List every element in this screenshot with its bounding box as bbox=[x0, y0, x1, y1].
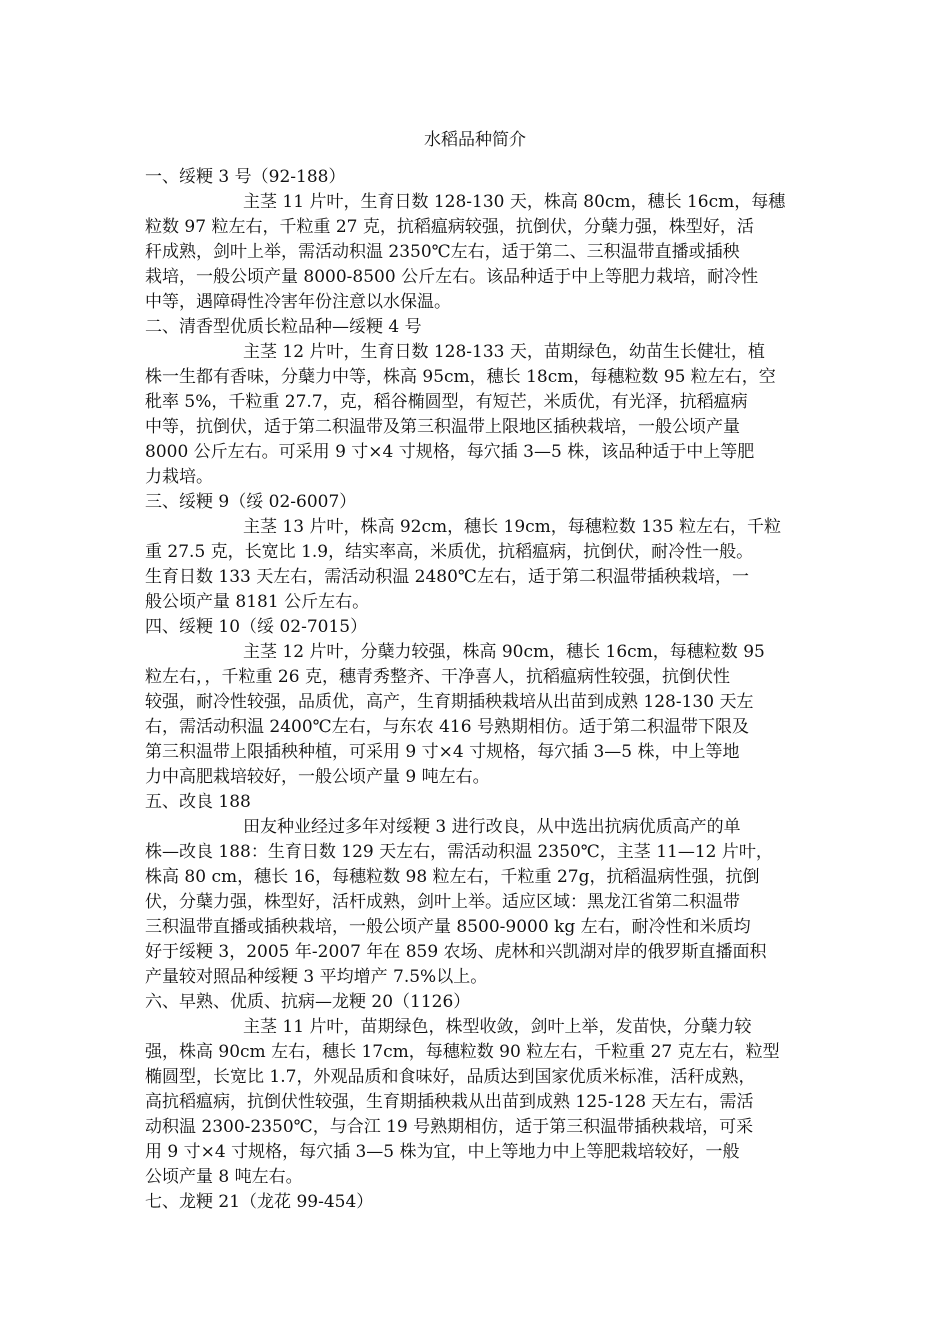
paragraph-line: 株一生都有香味，分蘖力中等，株高 95cm，穗长 18cm，每穗粒数 95 粒左右，空 bbox=[145, 367, 776, 387]
section-heading: 五、改良 188 bbox=[145, 792, 251, 812]
paragraph-line: 粒左右，，千粒重 26 克，穗青秀整齐、干净喜人，抗稻瘟病性较强，抗倒伏性 bbox=[145, 667, 730, 687]
paragraph-line: 用 9 寸×4 寸规格，每穴插 3—5 株为宜，中上等地力中上等肥栽培较好，一般 bbox=[145, 1142, 740, 1162]
paragraph-line: 右，需活动积温 2400℃左右，与东农 416 号熟期相仿。适于第二积温带下限及 bbox=[145, 717, 749, 737]
paragraph-line: 生育日数 133 天左右，需活动积温 2480℃左右，适于第二积温带插秧栽培，一 bbox=[145, 567, 749, 587]
paragraph-line: 主茎 11 片叶，生育日数 128-130 天，株高 80cm，穗长 16cm，每穗 bbox=[243, 192, 786, 212]
paragraph-line: 较强，耐冷性较强，品质优，高产，生育期插秧栽培从出苗到成熟 128-130 天左 bbox=[145, 692, 754, 712]
paragraph-line: 高抗稻瘟病，抗倒伏性较强，生育期插秧栽从出苗到成熟 125-128 天左右，需活 bbox=[145, 1092, 754, 1112]
paragraph-line: 力栽培。 bbox=[145, 467, 213, 487]
paragraph-line: 主茎 13 片叶，株高 92cm，穗长 19cm，每穗粒数 135 粒左右，千粒 bbox=[243, 517, 782, 537]
paragraph-line: 伏，分蘖力强，株型好，活杆成熟，剑叶上举。适应区域：黑龙江省第二积温带 bbox=[145, 892, 740, 912]
section-heading: 六、早熟、优质、抗病—龙粳 20（1126） bbox=[145, 992, 471, 1012]
paragraph-line: 粒数 97 粒左右，千粒重 27 克，抗稻瘟病较强，抗倒伏，分蘖力强，株型好，活 bbox=[145, 217, 754, 237]
paragraph-line: 秕率 5%，千粒重 27.7，克，稻谷椭圆型，有短芒，米质优，有光泽，抗稻瘟病 bbox=[145, 392, 748, 412]
paragraph-line: 株高 80 cm，穗长 16，每穗粒数 98 粒左右，千粒重 27g，抗稻温病性强，抗倒 bbox=[145, 867, 760, 887]
section-heading: 三、绥粳 9（绥 02-6007） bbox=[145, 492, 357, 512]
paragraph-line: 强，株高 90cm 左右，穗长 17cm，每穗粒数 90 粒左右，千粒重 27 克左右，粒型 bbox=[145, 1042, 780, 1062]
paragraph-line: 株—改良 188：生育日数 129 天左右，需活动积温 2350℃，主茎 11—12 片叶， bbox=[145, 842, 773, 862]
paragraph-line: 重 27.5 克，长宽比 1.9，结实率高，米质优，抗稻瘟病，抗倒伏，耐冷性一般。 bbox=[145, 542, 754, 562]
paragraph-line: 田友种业经过多年对绥粳 3 进行改良，从中选出抗病优质高产的单 bbox=[243, 817, 741, 837]
paragraph-line: 中等，抗倒伏，适于第二积温带及第三积温带上限地区插秧栽培，一般公顷产量 bbox=[145, 417, 740, 437]
paragraph-line: 动积温 2300-2350℃，与合江 19 号熟期相仿，适于第三积温带插秧栽培，可采 bbox=[145, 1117, 754, 1137]
section-heading: 四、绥粳 10（绥 02-7015） bbox=[145, 617, 368, 637]
paragraph-line: 主茎 12 片叶，生育日数 128-133 天，苗期绿色，幼苗生长健壮，植 bbox=[243, 342, 765, 362]
paragraph-line: 主茎 12 片叶，分蘖力较强，株高 90cm，穗长 16cm，每穗粒数 95 bbox=[243, 642, 765, 662]
paragraph-line: 秆成熟，剑叶上举，需活动积温 2350℃左右，适于第二、三积温带直播或插秧 bbox=[145, 242, 740, 262]
section-heading: 一、绥粳 3 号（92-188） bbox=[145, 167, 346, 187]
paragraph-line: 力中高肥栽培较好，一般公顷产量 9 吨左右。 bbox=[145, 767, 490, 787]
paragraph-line: 椭圆型，长宽比 1.7，外观品质和食味好，品质达到国家优质米标准，活秆成熟， bbox=[145, 1067, 756, 1087]
paragraph-line: 公顷产量 8 吨左右。 bbox=[145, 1167, 303, 1187]
paragraph-line: 主茎 11 片叶，苗期绿色，株型收敛，剑叶上举，发苗快，分蘖力较 bbox=[243, 1017, 752, 1037]
section-heading: 七、龙粳 21（龙花 99-454） bbox=[145, 1192, 374, 1212]
paragraph-line: 栽培，一般公顷产量 8000-8500 公斤左右。该品种适于中上等肥力栽培，耐冷性 bbox=[145, 267, 759, 287]
paragraph-line: 产量较对照品种绥粳 3 平均增产 7.5%以上。 bbox=[145, 967, 488, 987]
paragraph-line: 中等，遇障碍性冷害年份注意以水保温。 bbox=[145, 292, 451, 312]
paragraph-line: 般公顷产量 8181 公斤左右。 bbox=[145, 592, 370, 612]
section-heading: 二、清香型优质长粒品种—绥粳 4 号 bbox=[145, 317, 422, 337]
paragraph-line: 好于绥粳 3，2005 年-2007 年在 859 农场、虎林和兴凯湖对岸的俄罗斯直播面积 bbox=[145, 942, 767, 962]
paragraph-line: 第三积温带上限插秧种植，可采用 9 寸×4 寸规格，每穴插 3—5 株，中上等地 bbox=[145, 742, 740, 762]
document-title: 水稻品种简介 bbox=[424, 130, 526, 150]
paragraph-line: 三积温带直播或插秧栽培，一般公顷产量 8500-9000 kg 左右，耐冷性和米质均 bbox=[145, 917, 751, 937]
paragraph-line: 8000 公斤左右。可采用 9 寸×4 寸规格，每穴插 3—5 株，该品种适于中上等肥 bbox=[145, 442, 755, 462]
